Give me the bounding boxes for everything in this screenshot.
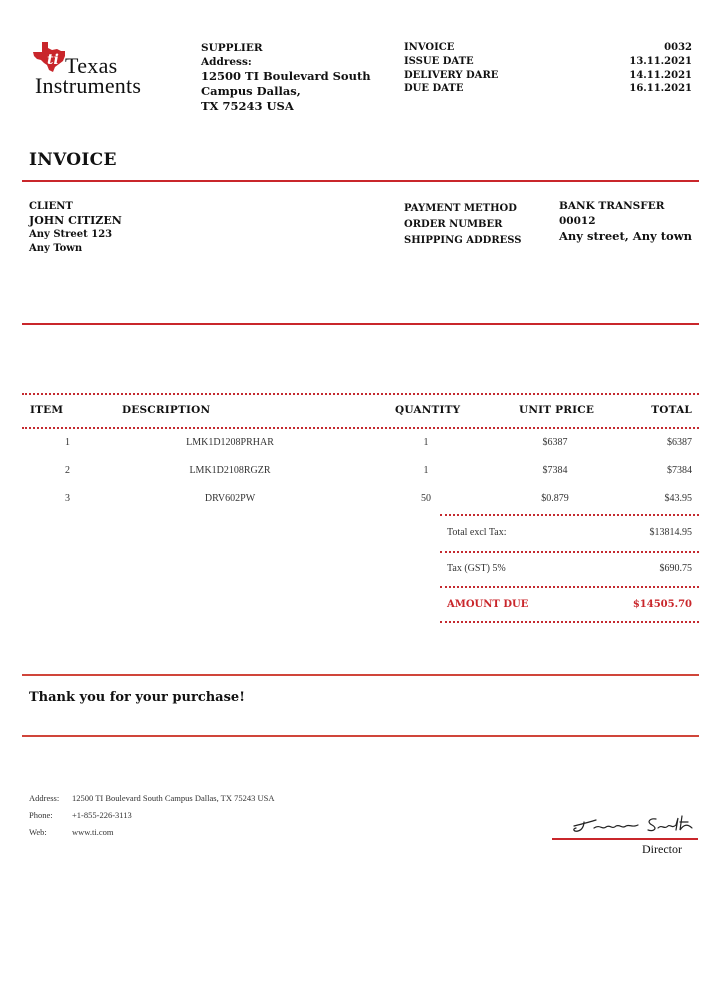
supplier-address-label: Address: bbox=[201, 56, 252, 68]
footer-phone-row bbox=[29, 807, 275, 824]
amount-due-label: AMOUNT DUE bbox=[447, 599, 529, 610]
cell-quantity: 1 bbox=[423, 437, 429, 448]
cell-unit-price: $0.879 bbox=[541, 493, 569, 504]
cell-item: 1 bbox=[65, 437, 70, 448]
footer-web-row bbox=[29, 824, 275, 841]
cell-unit-price: $7384 bbox=[542, 465, 568, 476]
subtotal-value: $13814.95 bbox=[649, 527, 692, 538]
subtotal-label: Total excl Tax: bbox=[447, 527, 507, 538]
summary-border bbox=[440, 551, 699, 553]
meta-value: 16.11.2021 bbox=[629, 83, 692, 95]
divider bbox=[22, 180, 699, 182]
wordmark-line1: Texas bbox=[65, 53, 118, 78]
signature-line bbox=[552, 838, 698, 840]
shipping-address-value: Any street, Any town bbox=[559, 229, 692, 243]
supplier-heading: SUPPLIER bbox=[201, 42, 263, 54]
order-number-value: 00012 bbox=[559, 215, 596, 227]
cell-description: DRV602PW bbox=[204, 493, 256, 504]
summary-border bbox=[440, 586, 699, 588]
client-street: Any Street 123 bbox=[29, 229, 113, 240]
col-header-item: ITEM bbox=[30, 404, 64, 416]
table-header-border bbox=[22, 427, 699, 429]
footer-phone-value: +1-855-226-3113 bbox=[72, 810, 132, 820]
meta-label: ISSUE DATE bbox=[404, 55, 474, 67]
meta-row-delivery-date bbox=[404, 69, 692, 83]
footer-address-value: 12500 TI Boulevard South Campus Dallas, TX 75243 USA bbox=[72, 793, 275, 803]
footer-address-row bbox=[29, 790, 275, 807]
cell-total: $43.95 bbox=[664, 493, 692, 504]
meta-label: INVOICE bbox=[404, 42, 455, 53]
summary-border bbox=[440, 514, 699, 516]
thank-you-message: Thank you for your purchase! bbox=[29, 690, 245, 705]
client-town: Any Town bbox=[29, 243, 83, 254]
divider bbox=[22, 674, 699, 676]
meta-row-due-date bbox=[404, 82, 692, 96]
order-number-label: ORDER NUMBER bbox=[404, 219, 503, 230]
shipping-address-label: SHIPPING ADDRESS bbox=[404, 235, 522, 246]
footer-web-link[interactable]: www.ti.com bbox=[72, 827, 114, 837]
cell-description: LMK1D2108RGZR bbox=[189, 465, 271, 476]
tax-value: $690.75 bbox=[659, 563, 692, 574]
col-header-quantity: QUANTITY bbox=[395, 404, 461, 416]
tax-label: Tax (GST) 5% bbox=[447, 563, 506, 574]
signature-image bbox=[570, 812, 695, 836]
meta-label: DUE DATE bbox=[404, 83, 464, 95]
cell-unit-price: $6387 bbox=[542, 437, 568, 448]
client-block bbox=[29, 200, 122, 256]
divider bbox=[22, 323, 699, 325]
client-heading: CLIENT bbox=[29, 201, 73, 212]
wordmark-line2: Instruments bbox=[35, 73, 142, 98]
client-name: JOHN CITIZEN bbox=[29, 214, 122, 227]
svg-text:ti: ti bbox=[47, 52, 59, 68]
page-title: INVOICE bbox=[29, 150, 117, 170]
cell-description: LMK1D1208PRHAR bbox=[186, 437, 274, 448]
cell-item: 2 bbox=[65, 465, 70, 476]
cell-item: 3 bbox=[65, 493, 70, 504]
signatory-role: Director bbox=[642, 842, 682, 856]
divider bbox=[22, 735, 699, 737]
supplier-address-line2: Campus Dallas, bbox=[201, 84, 301, 98]
cell-total: $6387 bbox=[667, 437, 692, 448]
footer-phone-label: Phone: bbox=[29, 810, 53, 820]
meta-value: 13.11.2021 bbox=[629, 55, 692, 67]
payment-method-value: BANK TRANSFER bbox=[559, 200, 665, 212]
footer-address-label: Address: bbox=[29, 793, 60, 803]
cell-total: $7384 bbox=[667, 465, 692, 476]
payment-values bbox=[559, 199, 692, 244]
payment-method-label: PAYMENT METHOD bbox=[404, 203, 517, 214]
invoice-meta bbox=[404, 41, 692, 96]
col-header-description: DESCRIPTION bbox=[122, 404, 211, 416]
col-header-total: TOTAL bbox=[651, 404, 692, 416]
supplier-block bbox=[201, 41, 371, 114]
meta-row-invoice bbox=[404, 41, 692, 55]
supplier-address-line1: 12500 TI Boulevard South bbox=[201, 69, 371, 83]
cell-quantity: 50 bbox=[421, 493, 431, 504]
company-wordmark bbox=[35, 53, 142, 98]
cell-quantity: 1 bbox=[423, 465, 429, 476]
supplier-address-line3: TX 75243 USA bbox=[201, 99, 294, 113]
meta-row-issue-date bbox=[404, 55, 692, 69]
meta-value: 14.11.2021 bbox=[629, 69, 692, 81]
footer-web-label: Web: bbox=[29, 827, 47, 837]
meta-label: DELIVERY DARE bbox=[404, 69, 499, 81]
summary-border bbox=[440, 621, 699, 623]
payment-labels bbox=[404, 201, 522, 249]
company-logo bbox=[33, 42, 188, 102]
table-top-border bbox=[22, 393, 699, 395]
col-header-unit-price: UNIT PRICE bbox=[519, 404, 595, 416]
footer-contact bbox=[29, 790, 275, 841]
meta-value: 0032 bbox=[664, 42, 692, 53]
amount-due-value: $14505.70 bbox=[632, 599, 692, 610]
